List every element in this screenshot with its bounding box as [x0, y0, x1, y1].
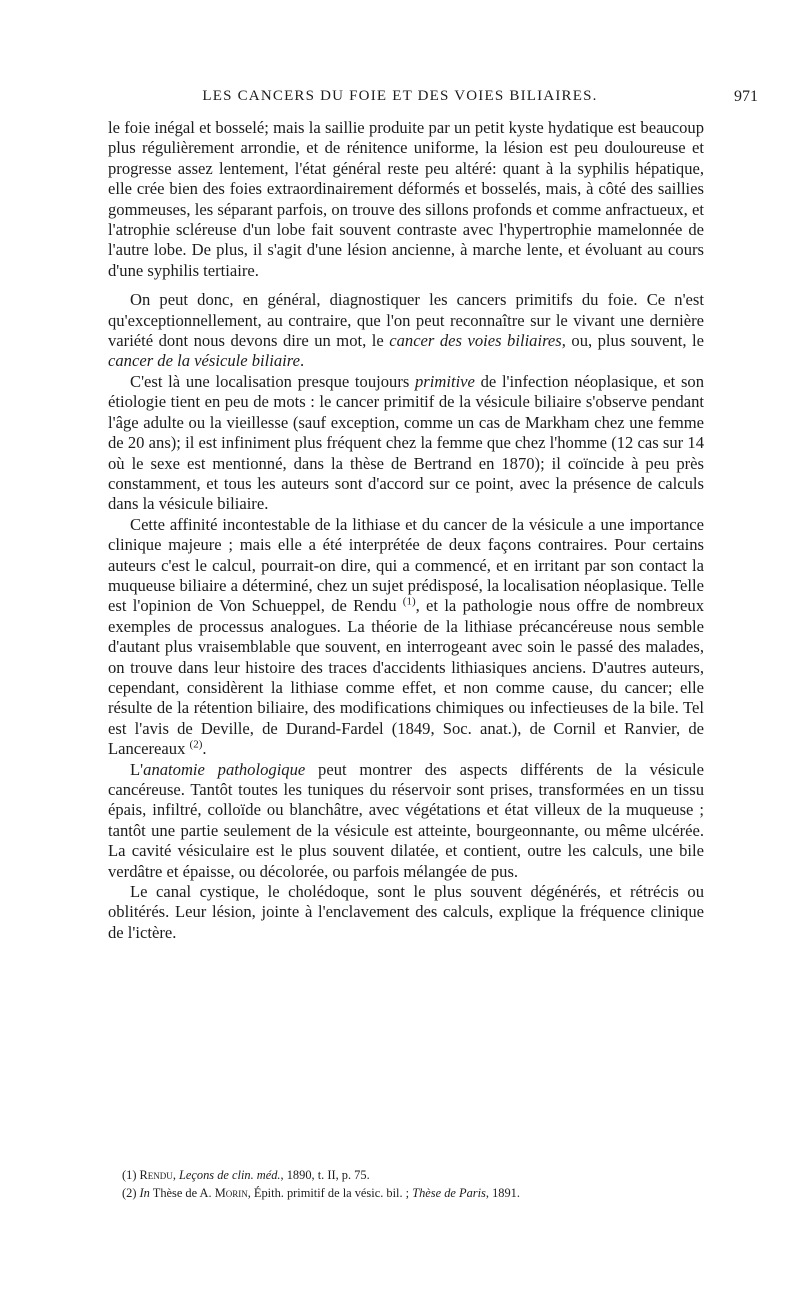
paragraph-affinite-lithiase: Cette affinité incontestable de la lithiase et du cancer de la vésicule a une importance clinique majeure ; mais elle a été interprétée de deux façons contraires. Pour certains auteurs c'est le calcul, pourrait-on dire, qui a commencé, et en irritant par son contact la muqueuse biliaire a déterminé, chez un sujet prédisposé, la localisation néoplasique. Telle est l'opinion de Von Schueppel, de Rendu $^{(1)}$, et la pathologie nous offre de nombreux exemples de processus analogues. La théorie de la lithiase précancéreuse nous semble d'autant plus vraisemblable que souvent, en interrogeant avec soin le passé des malades, on trouve dans leur histoire des traces d'accidents lithiasiques anciens. D'autres auteurs, cependant, considèrent la lithiase comme effet, et non comme cause, du cancer; elle résulte de la rétention biliaire, des modifications chimiques ou infectieuses de la bile. Tel est l'avis de Deville, de Durand-Fardel (1849, Soc. anat.), de Cornil et Ranvier, de Lancereaux $^{(2)}$.	[108, 514, 704, 759]
footnote-2: (2) In Thèse de A. Morin, Épith. primitif de la vésic. bil. ; Thèse de Paris, 1891.	[122, 1186, 520, 1200]
page-header	[0, 88, 800, 114]
paragraph-anatomie-pathologique: L'anatomie pathologique peut montrer des aspects différents de la vésicule cancéreuse. Tantôt toutes les tuniques du réservoir sont prises, transformées en un tissu épais, infiltré, colloïde ou blanchâtre, avec végétations et état villeux de la muqueuse ; tantôt une partie seulement de la vésicule est atteinte, bourgeonnante, ou même ulcérée. La cavité vésiculaire est le plus souvent dilatée, et contient, outre les calculs, une bile verdâtre et épaisse, ou décolorée, ou parfois mélangée de pus.	[108, 759, 704, 881]
body-text	[108, 118, 704, 943]
term-primitive: primitive	[415, 371, 475, 391]
page-number: 971	[734, 88, 758, 105]
paragraph-canal-cystique: Le canal cystique, le cholédoque, sont le plus souvent dégénérés, et rétrécis ou oblitérés. Leur lésion, jointe à l'enclavement des calculs, explique la fréquence clinique de l'ictère.	[108, 882, 704, 942]
term-cancer-voies-biliaires: cancer des voies biliaires	[389, 331, 562, 351]
footnote-1: (1) Rendu, Leçons de clin. méd., 1890, t. II, p. 75.	[122, 1168, 370, 1182]
paragraph-diagnostic: On peut donc, en général, diagnostiquer les cancers primitifs du foie. Ce n'est qu'exceptionnellement, au contraire, que l'on peut reconnaître sur le vivant une dernière variété dont nous devons dire un mot, le cancer des voies biliaires, ou, plus souvent, le cancer de la vésicule biliaire.	[108, 290, 705, 371]
running-title: LES CANCERS DU FOIE ET DES VOIES BILIAIRES.	[202, 88, 598, 104]
paragraph-etiologie: C'est là une localisation presque toujours primitive de l'infection néoplasique, et son étiologie tient en peu de mots : le cancer primitif de la vésicule biliaire s'observe pendant l'âge adulte ou la vieillesse (sauf exception, comme un cas de Markham chez une femme de 20 ans); il est infiniment plus fréquent chez la femme que chez l'homme (12 cas sur 14 où le sexe est mentionné, dans la thèse de Bertrand en 1870); il coïncide à peu près constamment, et tous les auteurs sont d'accord sur ce point, avec la présence de calculs dans la vésicule biliaire.	[108, 371, 704, 514]
term-cancer-vesicule: cancer de la vésicule biliaire	[108, 351, 300, 371]
term-anatomie-pathologique: anatomie pathologique	[143, 759, 306, 779]
paragraph-foie-inegal: le foie inégal et bosselé; mais la saillie produite par un petit kyste hydatique est beaucoup plus régulièrement arrondie, et de rénitence uniforme, la lésion est peu douloureuse et progresse assez lentement, l'état général reste peu altéré: quant à la syphilis hépatique, elle crée bien des foies extraordinairement déformés et bosselés, mais, à côté des saillies gommeuses, les séparant parfois, on trouve des sillons profonds et comme anfractueux, et l'atrophie scléreuse d'un lobe fait souvent contraste avec l'hypertrophie mamelonnée de l'autre lobe. De plus, il s'agit d'une lésion ancienne, à marche lente, et évoluant au cours d'une syphilis tertiaire.	[108, 118, 704, 280]
footnote-ref-1: (1)	[402, 595, 416, 608]
footnotes	[108, 1166, 704, 1202]
footnote-ref-2: (2)	[189, 738, 203, 751]
